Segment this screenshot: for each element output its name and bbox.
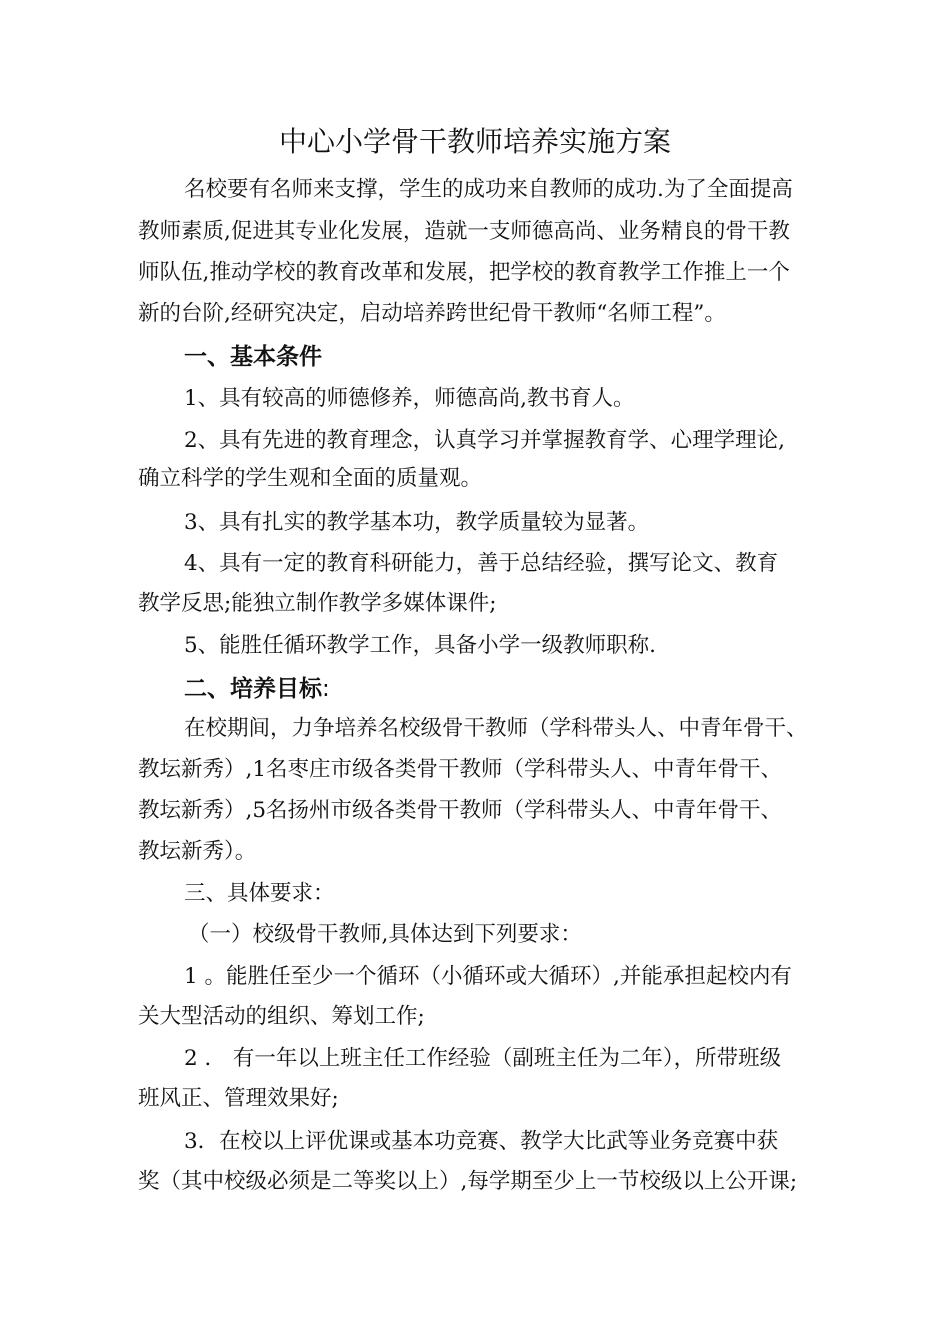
requirement-item-2-line-2: 班风正、管理效果好;: [138, 1086, 339, 1111]
requirement-item-3-line-2: 奖（其中校级必须是二等奖以上）,每学期至少上一节校级以上公开课;: [138, 1169, 798, 1194]
goals-line-4: 教坛新秀）。: [138, 839, 257, 864]
condition-item-2-line-1: 2、具有先进的教育理念，认真学习并掌握教育学、心理学理论,: [184, 428, 786, 453]
goals-line-2: 教坛新秀）,1名枣庄市级各类骨干教师（学科带头人、中青年骨干、: [138, 757, 783, 782]
requirement-item-1-line-1: 1 。能胜任至少一个循环（小循环或大循环）,并能承担起校内有: [184, 964, 792, 989]
condition-item-5: 5、能胜任循环教学工作，具备小学一级教师职称.: [184, 633, 657, 658]
intro-line-2: 教师素质,促进其专业化发展，造就一支师德高尚、业务精良的骨干教: [138, 219, 790, 244]
condition-item-2-line-2: 确立科学的学生观和全面的质量观。: [138, 466, 483, 491]
subsection-school-level: （一）校级骨干教师,具体达到下列要求：: [188, 922, 582, 947]
section-heading-specific-requirements: 三、具体要求：: [184, 881, 335, 906]
section-heading-training-goals-text: 二、培养目标: [184, 676, 322, 702]
section-heading-training-goals-colon: :: [322, 676, 330, 702]
requirement-item-2-line-1: 2 ． 有一年以上班主任工作经验（副班主任为二年），所带班级: [184, 1046, 782, 1071]
condition-item-4-line-2: 教学反思;能独立制作教学多媒体课件;: [138, 591, 497, 616]
condition-item-4-line-1: 4、具有一定的教育科研能力，善于总结经验，撰写论文、教育: [184, 551, 779, 576]
requirement-item-3-line-1: 3．在校以上评优课或基本功竞赛、教学大比武等业务竞赛中获: [184, 1129, 779, 1154]
section-heading-basic-conditions: 一、基本条件: [184, 344, 322, 370]
requirement-item-1-line-2: 关大型活动的组织、筹划工作;: [138, 1004, 425, 1029]
intro-line-1: 名校要有名师来支撑，学生的成功来自教师的成功.为了全面提高: [184, 177, 793, 202]
intro-line-3: 师队伍,推动学校的教育改革和发展，把学校的教育教学工作推上一个: [138, 260, 790, 285]
section-heading-training-goals: [184, 673, 330, 705]
condition-item-3: 3、具有扎实的教学基本功，教学质量较为显著。: [184, 510, 650, 535]
goals-line-1: 在校期间，力争培养名校级骨干教师（学科带头人、中青年骨干、: [184, 716, 808, 741]
intro-line-4: 新的台阶,经研究决定，启动培养跨世纪骨干教师“名师工程”。: [138, 301, 726, 326]
document-title: 中心小学骨干教师培养实施方案: [278, 125, 671, 158]
condition-item-1: 1、具有较高的师德修养，师德高尚,教书育人。: [184, 386, 635, 411]
goals-line-3: 教坛新秀）,5名扬州市级各类骨干教师（学科带头人、中青年骨干、: [138, 798, 783, 823]
